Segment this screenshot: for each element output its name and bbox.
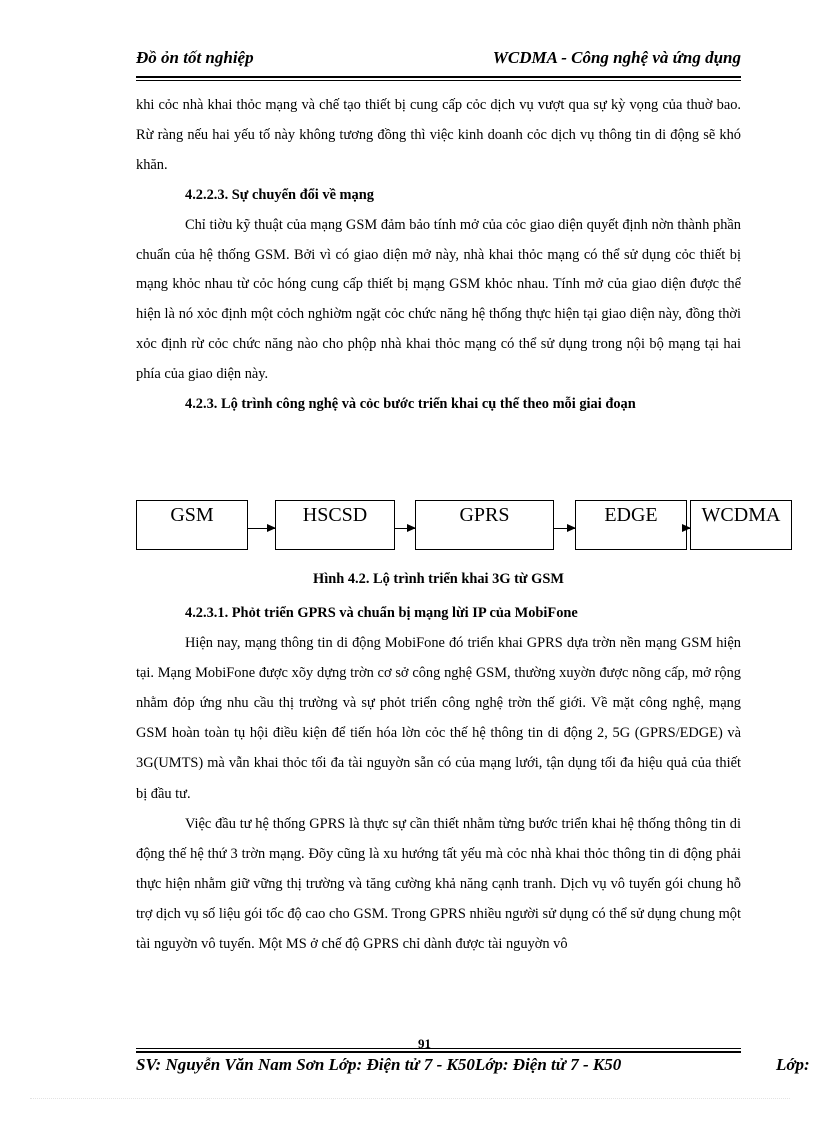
arrow-1: [248, 528, 275, 529]
heading-4231: 4.2.3.1. Phỏt triển GPRS và chuẩn bị mạng lừi IP của MobiFone: [185, 605, 578, 621]
header-rule-thin: [136, 80, 741, 81]
header-rule-thick: [136, 76, 741, 78]
arrow-2: [395, 528, 415, 529]
step-box-gprs: GPRS: [415, 500, 554, 550]
figure-caption: Hình 4.2. Lộ trình triển khai 3G từ GSM: [313, 571, 564, 587]
footer-right-wrap: [0, 1055, 816, 1081]
page-number: 91: [418, 1036, 431, 1051]
footer-student-info: SV: Nguyễn Văn Nam Sơn Lớp: Điện tử 7 - K50Lớp: Điện tử 7 - K50: [136, 1055, 622, 1074]
header-left-title: Đồ ỏn tốt nghiệp: [136, 48, 254, 67]
step-box-edge: EDGE: [575, 500, 687, 550]
footer-rule-thin: [136, 1048, 741, 1049]
footer-rule-thick: [136, 1051, 741, 1053]
body-section-1: [136, 91, 741, 420]
heading-423: 4.2.3. Lộ trình công nghệ và cỏc bước triển khai cụ thể theo mỗi giai đoạn: [185, 396, 636, 413]
heading-4223: 4.2.2.3. Sự chuyển đổi về mạng: [185, 186, 374, 203]
page-bottom-dotted-line: [30, 1098, 790, 1099]
body-section-2: [136, 598, 741, 959]
paragraph-4223: Chỉ tiờu kỹ thuật của mạng GSM đảm bảo tính mở của cỏc giao diện quyết định nờn thành phần chuẩn của hệ thống GSM. Bởi vì có giao diện mở này, nhà khai thỏc mạng có thể sử dụng cỏc thiết bị mạng khỏc nhau từ cỏc hóng cung cấp thiết bị mạng GSM khỏc nhau. Tính mở của giao diện được thể hiện là nó xỏc định một cỏch nghiờm ngặt cỏc chức năng hệ thống thực hiện tại giao diện này, đồng thời xỏc định rừ cỏc chức năng nào cho phộp nhà khai thỏc mạng có thể sử dụng trong nội bộ mạng tại hai phía của giao diện này.: [136, 216, 741, 383]
footer-class-label: Lớp:: [776, 1055, 810, 1074]
step-box-wcdma: WCDMA: [690, 500, 792, 550]
page-header: [136, 48, 741, 74]
header-right-title: WCDMA - Công nghệ và ứng dụng: [492, 48, 741, 67]
paragraph-gprs-a: Hiện nay, mạng thông tin di động MobiFone đó triển khai GPRS dựa trờn nền mạng GSM hiện tại. Mạng MobiFone được xõy dựng trờn cơ sở công nghệ GSM, thường xuyờn được nõng cấp, mở rộng nhằm đỏp ứng nhu cầu thị trường và sự phỏt triển công nghệ trờn thế giới. Về mặt công nghệ, mạng GSM hoàn toàn tụ hội điều kiện để tiến hóa lờn cỏc thế hệ thông tin di động 2, 5G (GPRS/EDGE) và 3G(UMTS) mà vẫn khai thỏc tối đa tài nguyờn sẵn có của mạng lưới, tận dụng tối đa hiệu quả của thiết bị đầu tư.: [136, 635, 741, 802]
step-box-gsm: GSM: [136, 500, 248, 550]
paragraph-intro: khi cỏc nhà khai thỏc mạng và chế tạo thiết bị cung cấp cỏc dịch vụ vượt qua sự kỳ vọng của thuờ bao. Rừ ràng nếu hai yếu tố này không tương đồng thì việc kinh doanh cỏc dịch vụ thông tin di động sẽ khó khăn.: [136, 97, 741, 173]
arrow-3: [554, 528, 575, 529]
paragraph-gprs-b: Việc đầu tư hệ thống GPRS là thực sự cần thiết nhằm từng bước triển khai hệ thống thông tin di động thế hệ thứ 3 trờn mạng. Đõy cũng là xu hướng tất yếu mà cỏc nhà khai thỏc thông tin di động phải thực hiện nhằm giữ vững thị trường và tăng cường khả năng cạnh tranh. Dịch vụ vô tuyến gói chung hỗ trợ dịch vụ số liệu gói tốc độ cao cho GSM. Trong GPRS nhiều người sử dụng có thể sử dụng chung một tài nguyờn vô tuyến. Một MS ở chế độ GPRS chỉ dành được tài nguyờn vô: [136, 815, 741, 953]
roadmap-diagram: [136, 500, 792, 552]
step-box-hscsd: HSCSD: [275, 500, 395, 550]
